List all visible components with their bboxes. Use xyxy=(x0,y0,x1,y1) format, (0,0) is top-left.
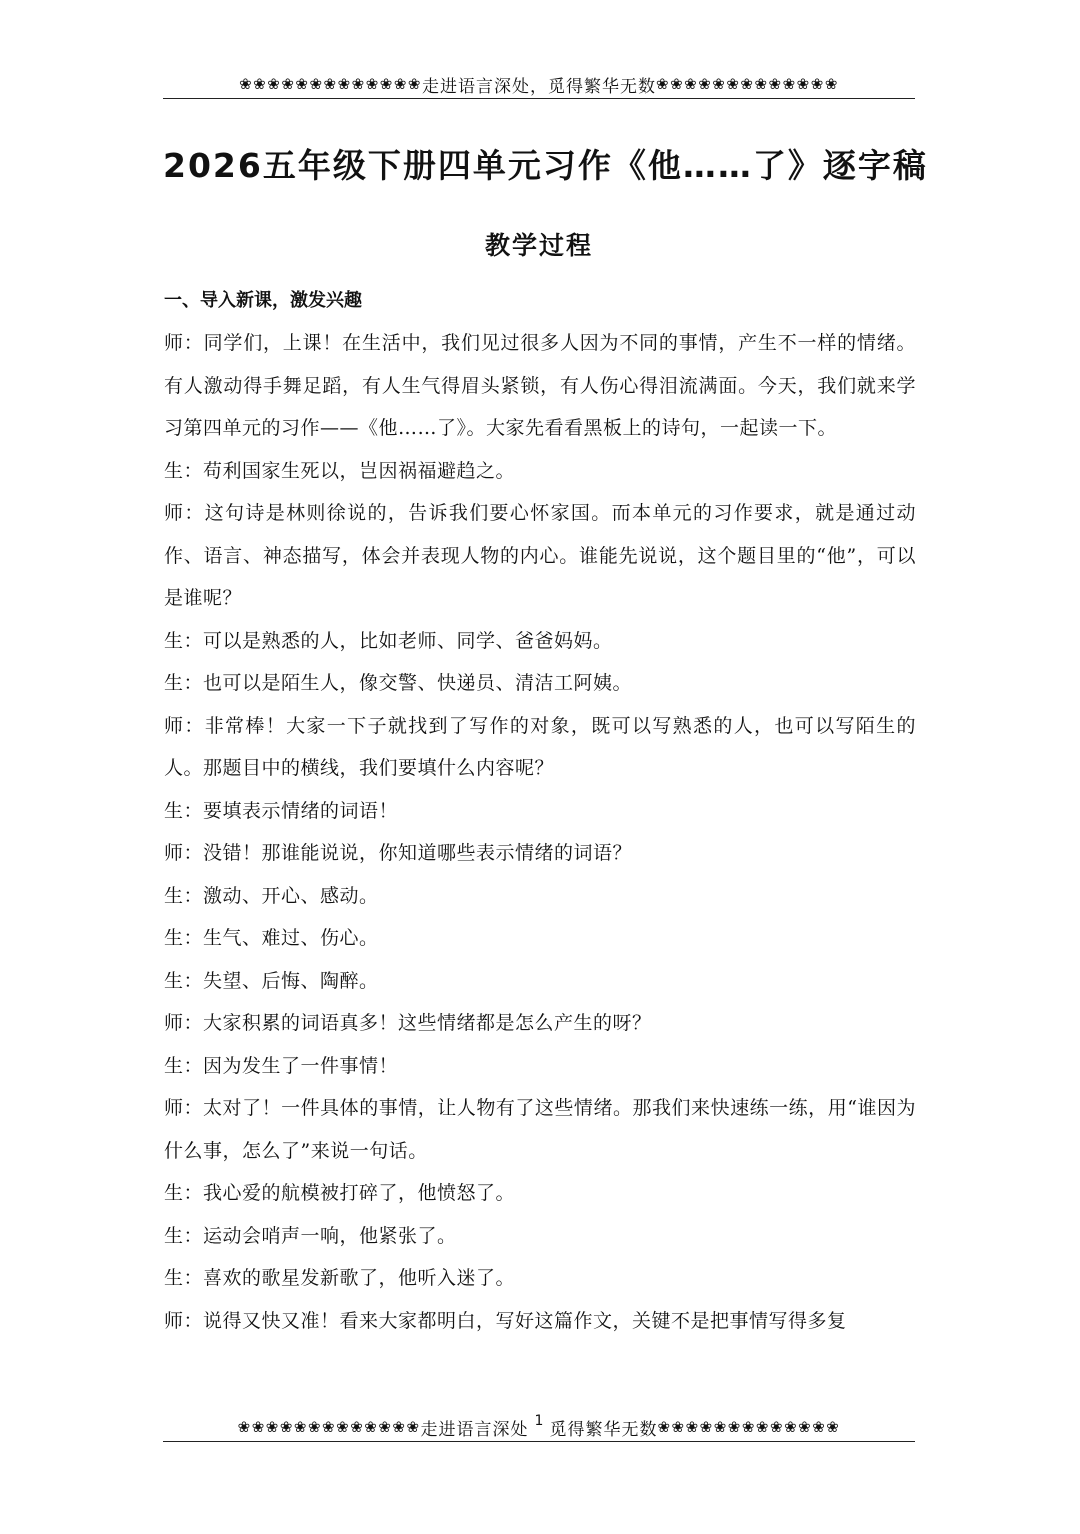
paragraph: 生：苟利国家生死以，岂因祸福避趋之。 xyxy=(164,459,516,482)
paragraph: 生：喜欢的歌星发新歌了，他听入迷了。 xyxy=(164,1267,516,1289)
page-footer xyxy=(163,1413,915,1442)
paragraph: 生：因为发生了一件事情！ xyxy=(164,1054,399,1077)
header-flower-decoration-right: ❀❀❀❀❀❀❀❀❀❀❀❀❀ xyxy=(656,75,839,93)
paragraph: 生：要填表示情绪的词语！ xyxy=(164,799,399,822)
document-title: 2026五年级下册四单元习作《他……了》逐字稿 xyxy=(163,146,928,185)
paragraph: 师：太对了！一件具体的事情，让人物有了这些情绪。那我们来快速练一练，用“谁因为什么事，怎么了”来说一句话。 xyxy=(164,1097,916,1162)
paragraph: 生：也可以是陌生人，像交警、快递员、清洁工阿姨。 xyxy=(164,672,633,694)
page-number: 1 xyxy=(534,1413,544,1429)
subheading: 一、导入新课，激发兴趣 xyxy=(164,290,362,311)
paragraph: 生：运动会哨声一响，他紧张了。 xyxy=(164,1224,457,1247)
paragraph: 生：生气、难过、伤心。 xyxy=(164,927,379,949)
paragraph: 师：没错！那谁能说说，你知道哪些表示情绪的词语？ xyxy=(164,842,633,864)
footer-motto-left: 走进语言深处 xyxy=(420,1419,529,1440)
paragraph: 生：我心爱的航模被打碎了，他愤怒了。 xyxy=(164,1182,516,1204)
header-motto: 走进语言深处，觅得繁华无数 xyxy=(422,76,656,97)
paragraph: 师：大家积累的词语真多！这些情绪都是怎么产生的呀？ xyxy=(164,1012,652,1034)
paragraph: 师：同学们，上课！在生活中，我们见过很多人因为不同的事情，产生不一样的情绪。有人激动得手舞足蹈，有人生气得眉头紧锁，有人伤心得泪流满面。今天，我们就来学习第四单元的习作——《他……了》。大家先看看黑板上的诗句，一起读一下。 xyxy=(164,332,916,439)
paragraph: 师：这句诗是林则徐说的，告诉我们要心怀家国。而本单元的习作要求，就是通过动作、语言、神态描写，体会并表现人物的内心。谁能先说说，这个题目里的“他”，可以是谁呢？ xyxy=(164,502,916,609)
section-heading: 教学过程 xyxy=(484,231,593,260)
footer-flower-decoration-right: ❀❀❀❀❀❀❀❀❀❀❀❀❀ xyxy=(657,1418,841,1436)
footer-flower-decoration-left: ❀❀❀❀❀❀❀❀❀❀❀❀❀ xyxy=(237,1418,421,1436)
paragraph: 师：非常棒！大家一下子就找到了写作的对象，既可以写熟悉的人，也可以写陌生的人。那题目中的横线，我们要填什么内容呢？ xyxy=(164,714,916,779)
header-flower-decoration-left: ❀❀❀❀❀❀❀❀❀❀❀❀❀ xyxy=(239,75,422,93)
paragraph: 生：失望、后悔、陶醉。 xyxy=(164,969,379,992)
footer-motto-right: 觅得繁华无数 xyxy=(549,1419,658,1440)
paragraph: 生：激动、开心、感动。 xyxy=(164,884,379,907)
paragraph: 师：说得又快又准！看来大家都明白，写好这篇作文，关键不是把事情写得多复 xyxy=(164,1309,847,1332)
paragraph: 生：可以是熟悉的人，比如老师、同学、爸爸妈妈。 xyxy=(164,629,613,652)
document-body xyxy=(164,280,916,1342)
page-header xyxy=(163,70,915,99)
